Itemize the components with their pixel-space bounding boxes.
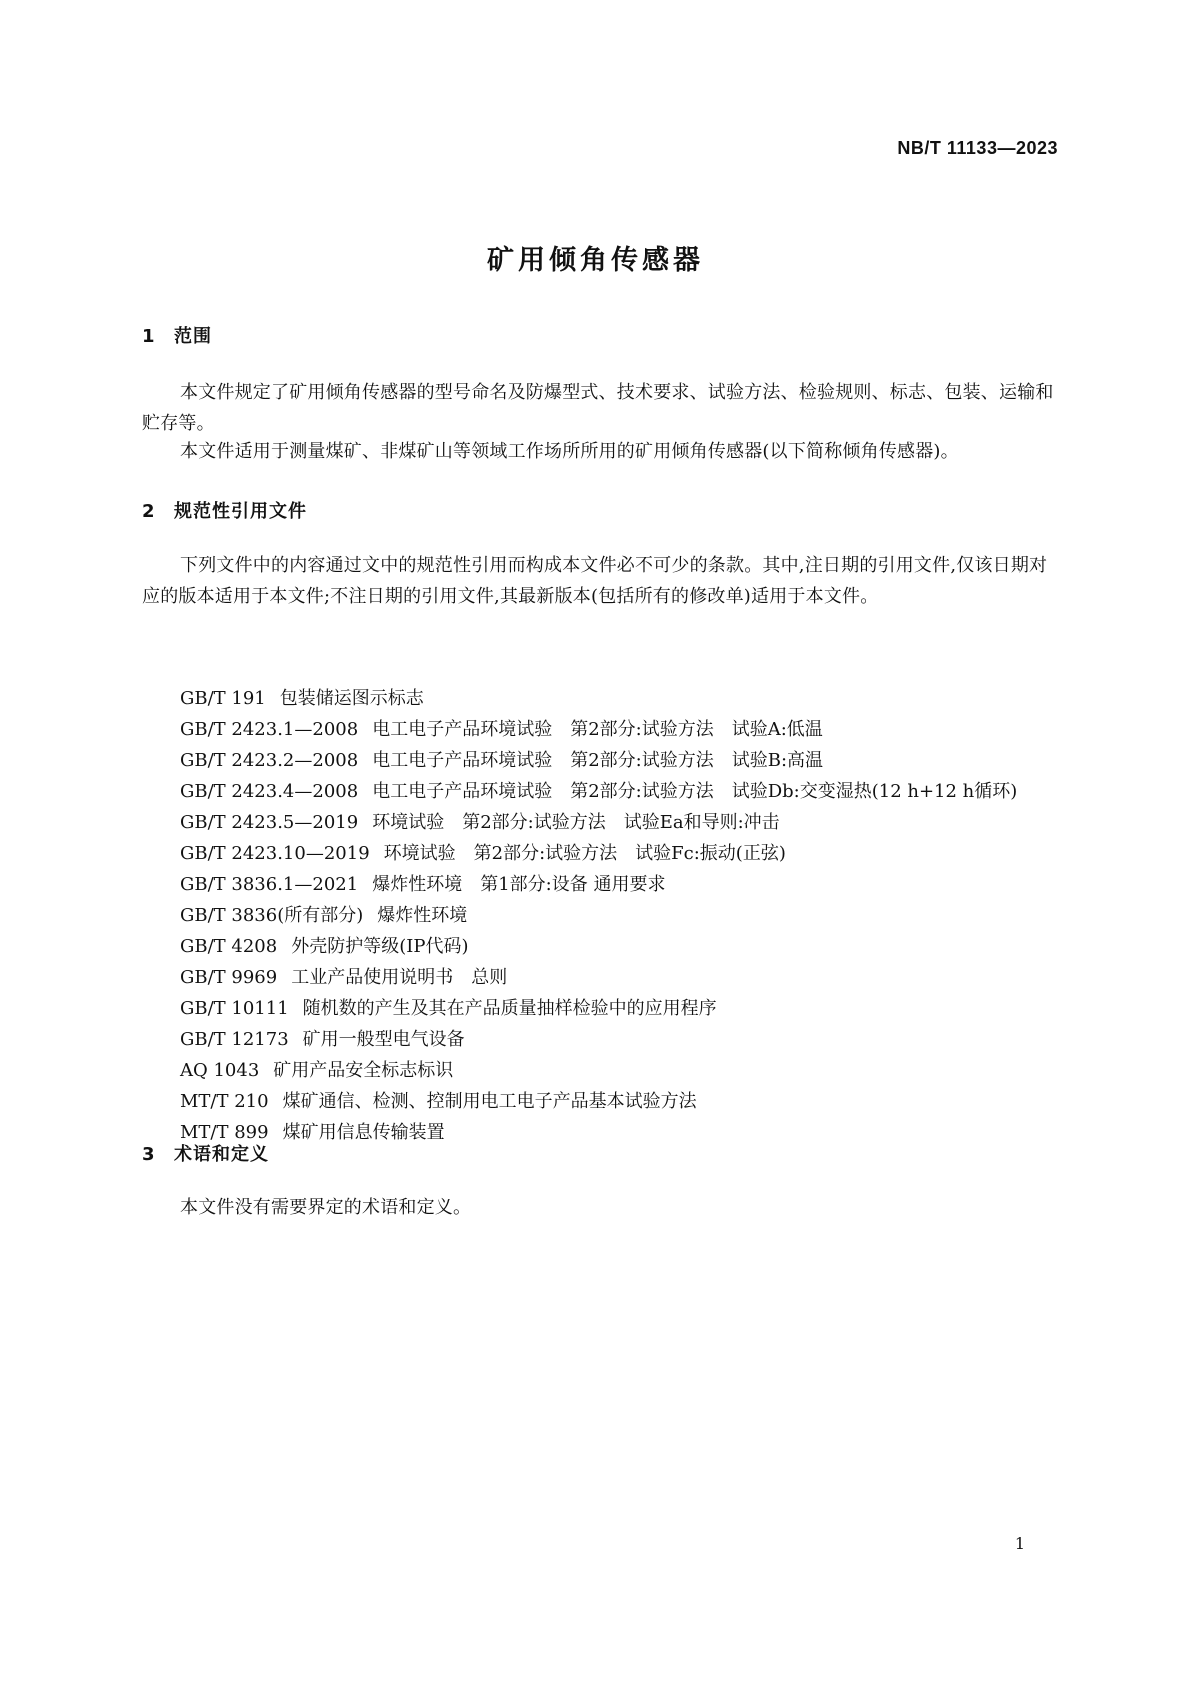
section-1-paragraph-2: 本文件适用于测量煤矿、非煤矿山等领域工作场所所用的矿用倾角传感器(以下简称倾角传感器)。: [180, 441, 959, 462]
reference-item: [142, 1117, 1058, 1148]
reference-code: GB/T 2423.5—2019: [180, 812, 359, 833]
document-title: 矿用倾角传感器: [487, 245, 704, 276]
section-3-heading: [142, 1140, 269, 1166]
reference-title: 电工电子产品环境试验 第2部分:试验方法 试验Db:交变湿热(12 h+12 h循环): [372, 781, 1018, 802]
reference-title: 环境试验 第2部分:试验方法 试验Ea和导则:冲击: [372, 812, 780, 833]
reference-item: [142, 1086, 1058, 1117]
normative-references-list: [142, 683, 1058, 1148]
reference-item: [142, 745, 1058, 776]
section-number: 1: [142, 326, 156, 347]
reference-code: AQ 1043: [180, 1060, 260, 1081]
reference-item: [142, 962, 1058, 993]
reference-code: GB/T 3836.1—2021: [180, 874, 359, 895]
reference-item: [142, 776, 1058, 807]
reference-title: 矿用一般型电气设备: [302, 1029, 465, 1050]
reference-item: [142, 838, 1058, 869]
reference-title: 爆炸性环境 第1部分:设备 通用要求: [372, 874, 666, 895]
section-1-heading: [142, 322, 212, 348]
page-number: 1: [1014, 1534, 1025, 1553]
reference-title: 工业产品使用说明书 总则: [291, 967, 508, 988]
reference-code: GB/T 12173: [180, 1029, 289, 1050]
section-title: 范围: [174, 326, 212, 347]
standard-number: NB/T 11133—2023: [897, 138, 1058, 158]
section-title: 规范性引用文件: [174, 501, 307, 522]
reference-item: [142, 1024, 1058, 1055]
section-2-heading: [142, 497, 307, 523]
reference-item: [142, 993, 1058, 1024]
reference-title: 矿用产品安全标志标识: [273, 1060, 454, 1081]
reference-title: 环境试验 第2部分:试验方法 试验Fc:振动(正弦): [383, 843, 786, 864]
reference-title: 电工电子产品环境试验 第2部分:试验方法 试验A:低温: [372, 719, 823, 740]
reference-code: GB/T 2423.4—2008: [180, 781, 359, 802]
reference-item: [142, 900, 1058, 931]
reference-title: 外壳防护等级(IP代码): [291, 936, 469, 957]
reference-item: [142, 807, 1058, 838]
reference-code: GB/T 191: [180, 688, 266, 709]
reference-title: 包装储运图示标志: [279, 688, 424, 709]
reference-code: GB/T 2423.2—2008: [180, 750, 359, 771]
reference-code: GB/T 2423.10—2019: [180, 843, 370, 864]
reference-code: MT/T 899: [180, 1122, 269, 1143]
reference-title: 随机数的产生及其在产品质量抽样检验中的应用程序: [302, 998, 717, 1019]
reference-code: MT/T 210: [180, 1091, 269, 1112]
reference-code: GB/T 3836(所有部分): [180, 905, 364, 926]
section-title: 术语和定义: [174, 1144, 269, 1165]
reference-title: 煤矿通信、检测、控制用电工电子产品基本试验方法: [282, 1091, 697, 1112]
reference-code: GB/T 9969: [180, 967, 278, 988]
reference-code: GB/T 4208: [180, 936, 278, 957]
reference-title: 电工电子产品环境试验 第2部分:试验方法 试验B:高温: [372, 750, 824, 771]
reference-title: 煤矿用信息传输装置: [282, 1122, 445, 1143]
section-1-paragraph-1: 本文件规定了矿用倾角传感器的型号命名及防爆型式、技术要求、试验方法、检验规则、标志、包装、运输和贮存等。: [142, 382, 1054, 434]
section-number: 3: [142, 1144, 156, 1165]
reference-code: GB/T 2423.1—2008: [180, 719, 359, 740]
reference-item: [142, 683, 1058, 714]
reference-item: [142, 931, 1058, 962]
reference-item: [142, 714, 1058, 745]
section-number: 2: [142, 501, 156, 522]
section-3-paragraph-1: 本文件没有需要界定的术语和定义。: [180, 1197, 472, 1218]
reference-item: [142, 869, 1058, 900]
reference-code: GB/T 10111: [180, 998, 289, 1019]
section-2-paragraph-1: 下列文件中的内容通过文中的规范性引用而构成本文件必不可少的条款。其中,注日期的引用文件,仅该日期对应的版本适用于本文件;不注日期的引用文件,其最新版本(包括所有的修改单)适用于本文件。: [142, 555, 1048, 607]
reference-item: [142, 1055, 1058, 1086]
reference-title: 爆炸性环境: [377, 905, 468, 926]
